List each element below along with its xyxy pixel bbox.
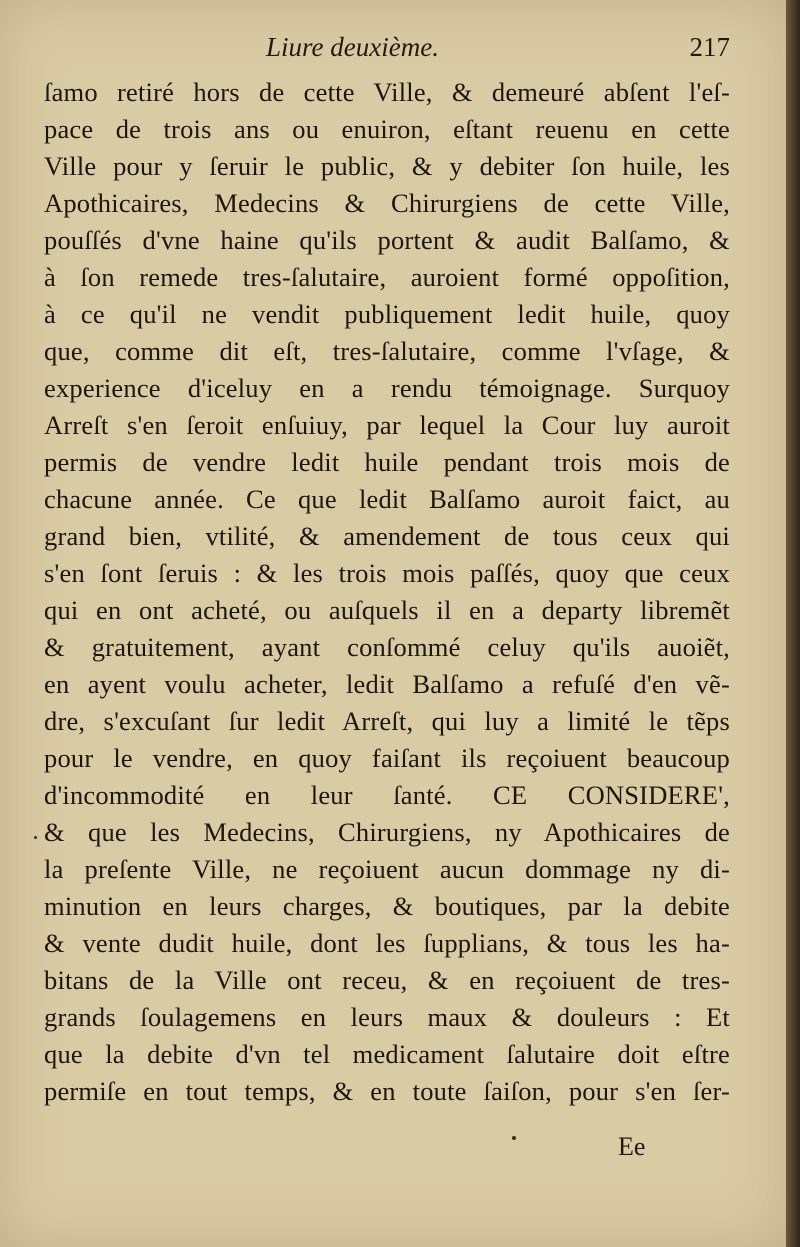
binding-gutter [786, 0, 800, 1247]
ink-speck [512, 1136, 516, 1140]
text-line: s'en ſont ſeruis : & les trois mois paſſés, quoy que ceux [44, 558, 730, 588]
text-line: pouſſés d'vne haine qu'ils portent & audit Balſamo, & [44, 225, 730, 255]
text-line: qui en ont acheté, ou auſquels il en a departy libremẽt [44, 595, 730, 625]
body-text [44, 74, 730, 1110]
text-line: pour le vendre, en quoy faiſant ils reçoiuent beaucoup [44, 743, 730, 773]
text-line: & gratuitement, ayant conſommé celuy qu'ils auoiẽt, [44, 632, 730, 662]
text-line: ſamo retiré hors de cette Ville, & demeuré abſent l'eſ- [44, 77, 730, 107]
page-number: 217 [689, 32, 730, 62]
text-line: à ce qu'il ne vendit publiquement ledit huile, quoy [44, 299, 730, 329]
text-line: minution en leurs charges, & boutiques, par la debite [44, 891, 730, 921]
text-line: que, comme dit eſt, tres-ſalutaire, comme l'vſage, & [44, 336, 730, 366]
catchword: Ee [618, 1132, 646, 1161]
text-line: en ayent voulu acheter, ledit Balſamo a refuſé d'en vẽ- [44, 669, 730, 699]
text-line: chacune année. Ce que ledit Balſamo auroit faict, au [44, 484, 730, 514]
text-line: la preſente Ville, ne reçoiuent aucun dommage ny di- [44, 854, 730, 884]
text-line: Apothicaires, Medecins & Chirurgiens de cette Ville, [44, 188, 730, 218]
text-line: Ville pour y ſeruir le public, & y debiter ſon huile, les [44, 151, 730, 181]
page-header [44, 30, 734, 66]
text-line: pace de trois ans ou enuiron, eſtant reuenu en cette [44, 114, 730, 144]
text-line: permis de vendre ledit huile pendant trois mois de [44, 447, 730, 477]
text-line: permiſe en tout temps, & en toute ſaiſon, pour s'en ſer- [44, 1076, 730, 1106]
text-line: que la debite d'vn tel medicament ſalutaire doit eſtre [44, 1039, 730, 1069]
text-line: à ſon remede tres-ſalutaire, auroient formé oppoſition, [44, 262, 730, 292]
text-line: & que les Medecins, Chirurgiens, ny Apothicaires de [44, 817, 730, 847]
text-line: grands ſoulagemens en leurs maux & douleurs : Et [44, 1002, 730, 1032]
running-title: Liure deuxième. [266, 32, 439, 62]
text-line: grand bien, vtilité, & amendement de tous ceux qui [44, 521, 730, 551]
text-line: Arreſt s'en ſeroit enſuiuy, par lequel la Cour luy auroit [44, 410, 730, 440]
text-line: dre, s'excuſant ſur ledit Arreſt, qui luy a limité le tẽps [44, 706, 730, 736]
text-line: bitans de la Ville ont receu, & en reçoiuent de tres- [44, 965, 730, 995]
text-line: d'incommodité en leur ſanté. CE CONSIDERE', [44, 780, 730, 810]
text-line: & vente dudit huile, dont les ſupplians, & tous les ha- [44, 928, 730, 958]
ink-speck [34, 836, 37, 839]
text-line: experience d'iceluy en a rendu témoignage. Surquoy [44, 373, 730, 403]
